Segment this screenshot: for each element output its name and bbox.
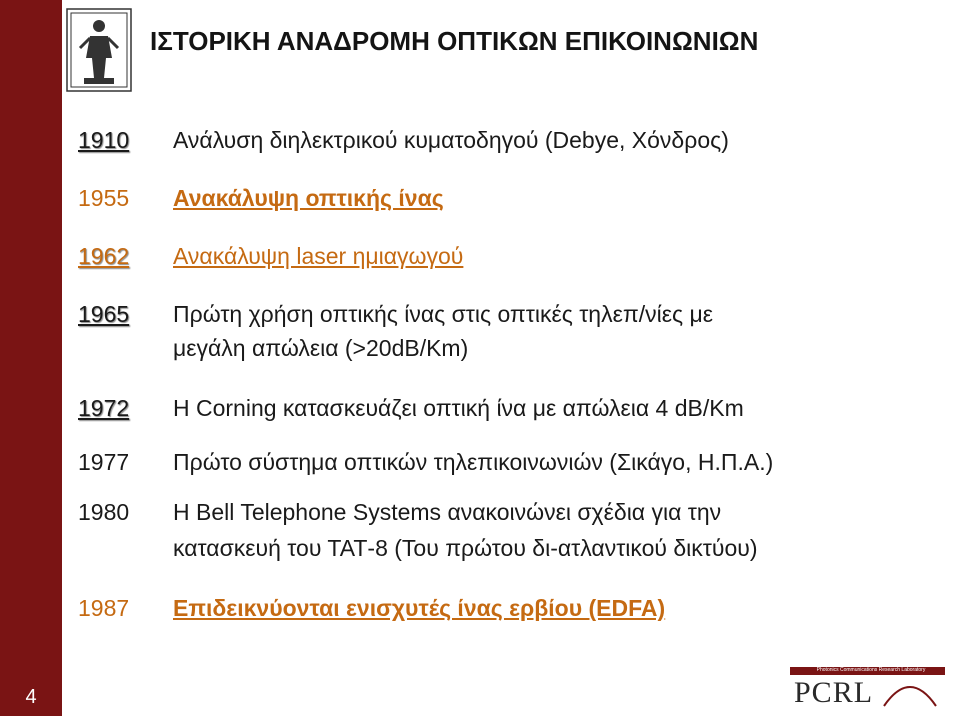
timeline-description: Πρώτο σύστημα οπτικών τηλεπικοινωνιών (Σικάγο, Η.Π.Α.) <box>173 449 774 475</box>
timeline-description: Ανακάλυψη laser ημιαγωγού <box>173 243 464 269</box>
timeline-year: 1972 <box>78 395 130 421</box>
timeline-year: 1910 <box>78 127 130 153</box>
timeline-description: Ανακάλυψη οπτικής ίνας <box>173 185 444 211</box>
timeline-description-line-2: μεγάλη απώλεια (>20dB/Km) <box>173 335 469 361</box>
timeline-year: 1965 <box>78 301 130 327</box>
pcrl-logo-text: PCRL <box>794 676 874 709</box>
timeline-description: Επιδεικνύονται ενισχυτές ίνας ερβίου (EDFA) <box>173 595 666 621</box>
timeline-year: 1962 <box>78 243 130 269</box>
timeline-description: Ανάλυση διηλεκτρικού κυματοδηγού (Debye, Χόνδρος) <box>173 127 729 153</box>
timeline-description-line-1: Πρώτη χρήση οπτικής ίνας στις οπτικές τηλεπ/νίες με <box>173 301 713 327</box>
slide-number: 4 <box>25 686 37 708</box>
slide-title: ΙΣΤΟΡΙΚΗ ΑΝΑΔΡΟΜΗ ΟΠΤΙΚΩΝ ΕΠΙΚΟΙΝΩΝΙΩΝ <box>150 26 759 56</box>
timeline-year: 1987 <box>78 595 130 621</box>
timeline-description-line-1: Η Bell Telephone Systems ανακοινώνει σχέδια για την <box>173 499 722 525</box>
timeline-year: 1955 <box>78 185 130 211</box>
timeline-description: Η Corning κατασκευάζει οπτική ίνα με απώλεια 4 dB/Km <box>173 395 744 421</box>
pcrl-logo-subtitle: Photonics Communications Research Laboratory <box>816 667 926 673</box>
pcrl-logo-arc-icon <box>880 674 940 710</box>
timeline-year: 1977 <box>78 449 130 475</box>
timeline-year: 1980 <box>78 499 130 525</box>
timeline-description-line-2: κατασκευή του ΤΑΤ-8 (Του πρώτου δι-ατλαντικού δικτύου) <box>173 535 758 561</box>
